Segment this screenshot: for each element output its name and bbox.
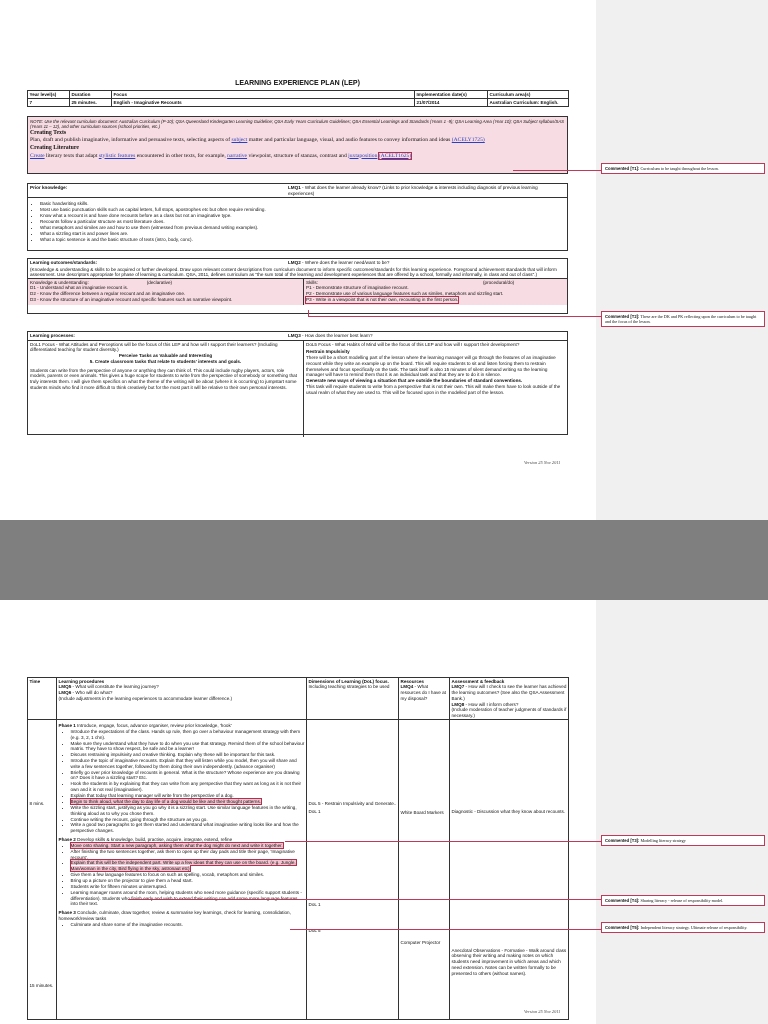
lesson-info-table xyxy=(27,90,569,107)
value-curriculum: Australian Curriculum: English. xyxy=(488,98,569,106)
list-item: • What a sizzling start is and power lines are. xyxy=(40,231,567,237)
header-year: Year level(s) xyxy=(28,91,70,99)
assessment-entry: Diagnostic - Discussion what they know about recounts. xyxy=(451,808,566,814)
col-resources-header: Resources LMQ4 - What resources do I have at my disposal? xyxy=(399,678,450,720)
comment-margin xyxy=(596,0,768,520)
list-item: • Write a good two paragraphs to get them started and understand what imaginative writing looks like and how the perspective changes. xyxy=(71,822,305,833)
header-date: Implementation date(s) xyxy=(415,91,488,99)
procedures-cell: Phase 1 Introduce, engage, focus, advance organiser, review prior knowledge, 'hook' • Introduce the expectations of the class. Hands up rule, then go over a behaviour management strategy with them (e.g. 3, 2, 1 chn). • Make sure they understand what they have to do when you use that strategy. Remind them of the school behaviour matrix. They have to show respect, be safe and be a learner! • Discuss restraining impulsivity and creative thinking. Explain why these will be important for this task. • Introduce the topic of imaginative recounts. Explain that they will listen while you model, then you will share and write a few sentences together, followed by them doing their own independently. (advance organiser) • Briefly go over prior knowledge of recounts in general. What is the structure? Whose experience are you drawing on? Does it have a sizzling start? Etc. • Hook the students in by explaining that they can write from any perspective that they want as long as it is not their own and it is not real (imaginative!). • Explain that today that learning manager will write from the perspective of a dog. • Begin to think aloud, what the day to day life of a dog would be like and their thought patterns. • Write the sizzling start, justifying as you go why it is a sizzling start. Use similar language features in the writing, thinking aloud as to why you chose them. • Continue writing the recount, going through the structure as you go. • Write a good two paragraphs to get them started and understand what imaginative writing looks like and how the perspective changes. Phase 2 Develop skills & knowledge, build, practise, acquire, integrate, extend, refine • Move onto sharing. Start a new paragraph, asking them what the dog might do next and write it together. • After finishing the two sentences together, ask them to open up their day pads and title their page, 'Imaginative recount'. • Explain that this will be the independent part. Write up a few ideas that they can use on the board. (e.g. Jungle, Man/woman in the city, Bird flying in the sky, astronaut etc) • Give them a few language features to focus on such as spelling, vocab, metaphors and similes. • Bring up a picture on the projector to give them a head start. • Students write for fifteen minutes uninterrupted. • Learning manager roams around the room, helping students who need more guidance (specific support students - differentiation). Students who finish early and wish to extend their writing can add some more language features into their text. Phase 3 Conclude, culminate, draw together, review & summarise key learnings, check for learning, consolidation, homework/review tasks • Culminate and share some of the imaginative recounts. xyxy=(57,720,307,1020)
list-item: • Basic handwriting skills. xyxy=(40,201,567,207)
list-item: • Introduce the expectations of the class. Hands up rule, then go over a behaviour management strategy with them (e.g. 3, 2, 1 chn). xyxy=(71,729,305,740)
comment-t4[interactable]: Commented [T4]: Sharing literacy - release of responsibility model. xyxy=(601,895,765,906)
value-focus: English - Imaginative Recounts xyxy=(112,98,415,106)
doc-title: LEARNING EXPERIENCE PLAN (LEP) xyxy=(235,80,360,87)
lmq1-text: LMQ1 - What does the learner already know? (Links to prior knowledge & interests including diagnosis of previous learning experiences) xyxy=(288,185,538,196)
list-item: • Make sure they understand what they have to do when you use that strategy. Remind them of the school behaviour matrix. They have to show respect, be safe and be a learner! xyxy=(71,741,305,752)
comment-t3[interactable]: Commented [T3]: Modelling literacy strategy xyxy=(601,835,765,846)
resources-cell xyxy=(399,720,450,1020)
list-item: • Culminate and share some of the imaginative recounts. xyxy=(71,922,305,928)
dol1-focus-cell: DoL1 Focus - What Attitudes and Perceptions will be the focus of this LEP and how will I support their learners? (Including differentiated teaching for student diversity.) Perceive Tasks as Valuable and Interesting 5. Create classroom tasks that relate to students' interests and goals. Students can write from the perspective of anyone or anything they can think of. This could include rugby players, actors, role models, parents or even animals. This gives a huge scope for students to write from the perspective of somebody or something that truly interests them. I will give them specifics on what the theme of the writing will be about (where it is occurring) to jumpstart some students minds who find it more difficult to think creatively but for the most part it will be relative to their own personal interests. xyxy=(28,341,304,437)
list-item: • Recounts follow a particular structure as most literature does. xyxy=(40,219,567,225)
list-item: • What a topic sentence is and the basic structure of texts (intro, body, conc). xyxy=(40,237,567,243)
prior-knowledge-box xyxy=(27,183,568,251)
list-item: • Explain that today that learning manager will write from the perspective of a dog. xyxy=(71,793,305,799)
dol-entry: DoL 1 xyxy=(308,902,321,908)
version-footer: Version 25 Nov 2011 xyxy=(524,460,561,465)
processes-label: Learning processes: xyxy=(30,333,75,338)
creating-texts-heading: Creating Texts xyxy=(30,130,67,137)
knowledge-understanding-cell: Knowledge & understanding: (declarative) D1 - Understand what an imaginative recount is. D2 - Know the difference between a regular recount and an imaginative one. D3 - Know the structure of an imaginative recount and specific features such as narrative viewpoint. xyxy=(28,279,304,305)
col-procedures-header: Learning procedures LMQ5 - What will constitute the learning journey? LMQ6 - Who will do what? (Include adjustments in the learning experiences to accommodate learner difference.) xyxy=(57,678,307,720)
value-duration: 25 minutes. xyxy=(70,98,112,106)
list-item: D1 - Understand what an imaginative recount is. xyxy=(30,285,129,291)
list-item: • Most use basic punctuation skills such as capital letters, full stops, apostrophes etc but often require reminding. xyxy=(40,207,567,213)
list-item: D3 - Know the structure of an imaginative recount and specific features such as narrative viewpoint. xyxy=(30,296,233,302)
comment-connector xyxy=(308,310,309,316)
list-item: • Explain that this will be the independent part. Write up a few ideas that they can use on the board. (e.g. Jungle, Man/woman in the city, Bird flying in the sky, astronaut etc) xyxy=(71,860,305,871)
creating-texts-desc: Plan, draft and publish imaginative, informative and persuasive texts, selecting aspects of subject matter and particular language, visual, and audio features to convey information and ideas (ACELY1725) xyxy=(30,137,485,144)
list-item: • Introduce the topic of imaginative recounts. Explain that they will listen while you model, then you will share and write a few sentences together, followed by them doing their own independently. (advance organiser) xyxy=(71,758,305,769)
comment-connector xyxy=(128,899,601,900)
list-item: P3 - Write in a viewpoint that is not their own, recounting in the first person. xyxy=(306,296,459,302)
col-assessment-header: Assessment & feedback LMQ7 - How will I check to see the learner has achieved the learning outcomes? (See also the QSA Assessment Bank.) LMQ8 - How will I inform others? (Include moderation of teacher judgments of standards if necessary.) xyxy=(450,678,569,720)
comment-t2[interactable]: Commented [T2]: These are the DK and PK reflecting upon the curriculum to be taught and the focus of the lesson. xyxy=(601,311,765,327)
comment-margin xyxy=(596,600,768,1024)
resource-entry: Computer Projector xyxy=(400,939,441,945)
phase3-list xyxy=(71,922,305,928)
document-page-2 xyxy=(0,600,768,1024)
list-item: • Write the sizzling start, justifying as you go why it is a sizzling start. Use similar language features in the writing, thinking aloud as to why you chose them. xyxy=(71,805,305,816)
list-item: • Begin to think aloud, what the day to day life of a dog would be like and their thought patterns. xyxy=(71,799,305,805)
list-item: • Continue writing the recount, going through the structure as you go. xyxy=(71,817,305,823)
version-footer: Version 25 Nov 2011 xyxy=(524,1009,561,1014)
phase1-list xyxy=(71,729,305,834)
lmq2-text: LMQ2 - Where does the learner need/want to be? xyxy=(288,260,390,265)
list-item: • What metaphors and similes are and how to use them (witnessed from previous demand writing examples). xyxy=(40,225,567,231)
comment-connector xyxy=(285,841,601,842)
list-item: • Give them a few language features to focus on such as spelling, vocab, metaphors and similes. xyxy=(71,872,305,878)
list-item: • Learning manager roams around the room, helping students who need more guidance (specific support students - differentiation). Students who finish early and wish to extend their writing can add some more language features into their text. xyxy=(71,890,305,907)
time-phase2: 15 minutes. xyxy=(29,982,54,988)
comment-connector xyxy=(513,170,601,171)
col-dol-header: Dimensions of Learning (DoL) focus. Including teaching strategies to be used xyxy=(307,678,399,720)
curriculum-note: NOTE: Use the relevant curriculum document: Australian Curriculum (P-10); QSA Queensland Kindergarten Learning Guideline; QSA Early Years Curriculum Guidelines; QSA Essential Learnings and Standards (Years 1 -9); QSA Learning Area (Year 10); QSA Subject syllabus/SAS (Years 11 – 12), and other curriculum sources (school priorities, etc.) xyxy=(30,118,565,129)
lmq3-text: LMQ3 - How does the learner best learn? xyxy=(288,333,373,338)
prior-knowledge-label: Prior knowledge: xyxy=(30,185,68,190)
dol-entry: DoL 5 - Restrain Impulsivity and Generate.. xyxy=(308,800,397,806)
list-item: • Discuss restraining impulsivity and creative thinking. Explain why these will be important for this task. xyxy=(71,752,305,758)
comment-t1[interactable]: Commented [T1]: Curriculum to be taught throughout the lesson. xyxy=(601,163,765,174)
creating-literature-heading: Creating Literature xyxy=(30,145,79,152)
header-duration: Duration xyxy=(70,91,112,99)
list-item: D2 - Know the difference between a regular recount and an imaginative one. xyxy=(30,291,186,297)
list-item: • Briefly go over prior knowledge of recounts in general. What is the structure? Whose experience are you drawing on? Does it have a sizzling start? Etc. xyxy=(71,770,305,781)
assessment-cell xyxy=(450,720,569,1020)
outcomes-description: (Knowledge & understanding & skills to be acquired or further developed. Draw upon relevant content descriptions from curriculum document to inform specific outcomes/standards for this learning experience. Foreground achievement standards that will inform assessment. Use descriptors appropriate for phase of learning & curriculum. QSA, 2011, defines curriculum as "the sum total of the learning and development experiences that are offered by a school, formally and informally, in class and out of class".) xyxy=(30,266,557,278)
creating-literature-desc: Create literary texts that adapt stylistic features encountered in other texts, for example, narrative viewpoint, structure of stanzas, contrast and juxtaposition (ACELT1625) xyxy=(30,152,412,159)
comment-connector xyxy=(308,316,601,317)
comment-t5[interactable]: Commented [T5]: Independent literacy strategy. Ultimate release of responsibility. xyxy=(601,922,765,933)
resource-entry: White Board Markers xyxy=(400,809,444,815)
header-focus: Focus xyxy=(112,91,415,99)
list-item: • Bring up a picture on the projector to give them a head start. xyxy=(71,878,305,884)
learning-procedures-table xyxy=(27,677,569,1020)
header-curriculum: Curriculum area(s) xyxy=(488,91,569,99)
list-item: P1 - Demonstrate structure of imaginative recount. xyxy=(306,285,409,291)
list-item: • Students write for fifteen minutes uninterrupted. xyxy=(71,884,305,890)
outcomes-label: Learning outcomes/standards: xyxy=(30,260,98,265)
assessment-entry: Anecdotal Observations - Formative - Walk around class observing their writing and making notes on which students need improvement in which areas and which need extension. Notes can be written formally to be presented to others (without names). xyxy=(451,947,567,976)
curriculum-box xyxy=(27,116,568,174)
phase2-list xyxy=(71,843,305,907)
list-item: • Know what a recount is and have done recounts before as a class but not an imaginative type. xyxy=(40,213,567,219)
value-date: 21/07/2014 xyxy=(415,98,488,106)
dol-cell xyxy=(307,720,399,1020)
comment-connector xyxy=(290,929,601,930)
list-item: • After finishing the two sentences together, ask them to open up their day pads and title their page, 'Imaginative recount'. xyxy=(71,849,305,860)
acely1725-link[interactable]: (ACELY1725) xyxy=(451,137,485,144)
learning-outcomes-box xyxy=(27,258,568,314)
time-phase1: 8 mins. xyxy=(29,800,45,806)
prior-knowledge-list xyxy=(40,201,567,242)
learning-processes-box xyxy=(27,331,568,435)
list-item: • Move onto sharing. Start a new paragraph, asking them what the dog might do next and write it together. xyxy=(71,843,305,849)
dol5-focus-cell: DoL5 Focus - What Habits of Mind will be the focus of this LEP and how will I support their development? Restrain Impulsivity There will be a short modelling part of the lesson where the learning manager will go through the features of an imaginative recount while they write an example up on the board. This will require students to sit and listen forcing them to restrain themselves and focus specifically on the task. The task itself is also 15 minutes of silent demand writing so the learning manager will have to remind them that it is an individual task and that they are to do it in silence. Generate new ways of viewing a situation that are outside the boundaries of standard conventions. This task will require students to write from a perspective that is not their own. This will make them have to look outside of the usual realm of what they are used to. This will be focused upon in the modelled part of the lesson. xyxy=(306,341,561,395)
col-time-header: Time xyxy=(28,678,57,720)
list-item: P2 - Demonstrate use of various language features such as similes, metaphors and sizzling start. xyxy=(306,291,504,297)
time-cell xyxy=(28,720,57,1020)
skills-cell: Skills: (procedural/do) P1 - Demonstrate structure of imaginative recount. P2 - Demonstrate use of various language features such as similes, metaphors and sizzling start. P3 - Write in a viewpoint that is not their own, recounting in the first person. xyxy=(304,279,567,305)
value-year: 7 xyxy=(28,98,70,106)
dol-entry: DoL 1 xyxy=(308,808,321,814)
page-gap xyxy=(0,520,768,600)
acelt1625-link[interactable]: (ACELT1625) xyxy=(378,152,412,159)
list-item: • Hook the students in by explaining that they can write from any perspective that they want as long as it is not their own and it is not real (imaginative!). xyxy=(71,781,305,792)
dol-entry: DoL 5 xyxy=(308,928,321,934)
